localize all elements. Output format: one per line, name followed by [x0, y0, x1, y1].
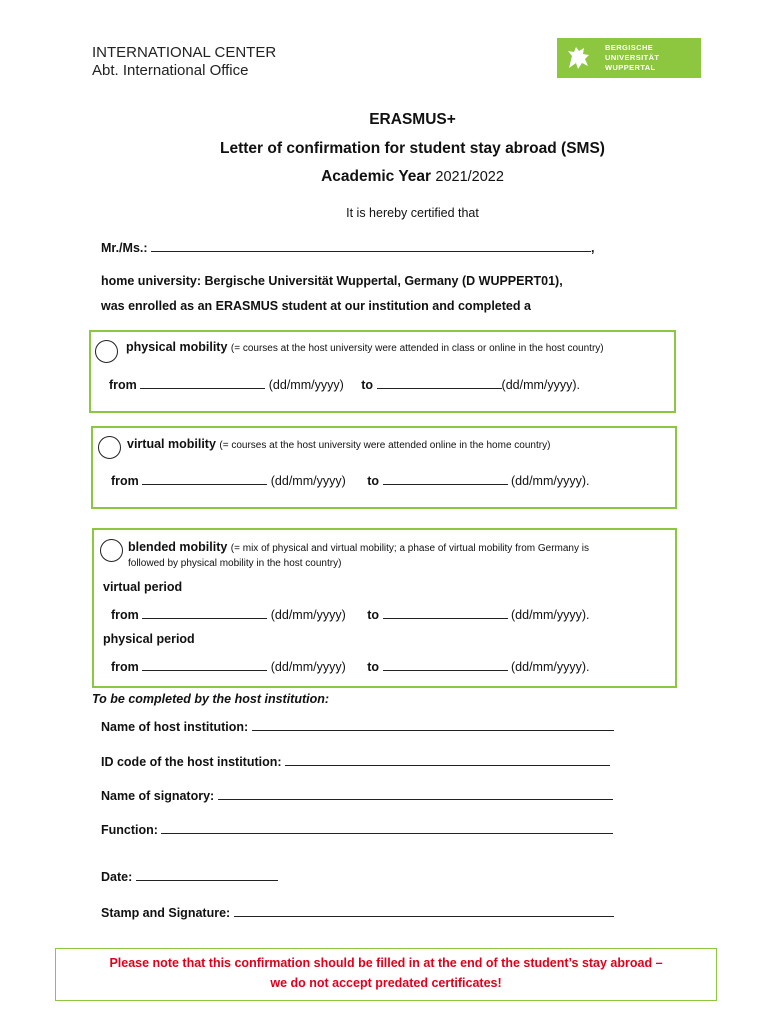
university-logo [557, 38, 701, 78]
student-name-field[interactable] [151, 240, 591, 252]
academic-year-label: Academic Year [321, 168, 432, 185]
physical-mobility-header [126, 340, 604, 354]
academic-year-value: 2021/2022 [435, 169, 504, 185]
physical-mobility-desc: (= courses at the host university were attended in class or online in the host country) [230, 343, 604, 354]
to-label: to [367, 608, 380, 622]
document-title: Letter of confirmation for student stay abroad (SMS) [220, 140, 605, 157]
stamp-label: Stamp and Signature: [101, 906, 231, 920]
function-field[interactable] [161, 822, 613, 834]
virtual-mobility-label: virtual mobility [127, 437, 216, 451]
host-name-row [101, 719, 614, 734]
date-format: (dd/mm/yyyy) [270, 474, 346, 488]
blended-physical-dates-row [111, 659, 590, 674]
virtual-mobility-desc: (= courses at the host university were attended online in the home country) [219, 440, 551, 451]
date-format-end: (dd/mm/yyyy). [511, 474, 590, 488]
physical-dates-row [109, 377, 580, 392]
date-field[interactable] [136, 869, 278, 881]
logo-line-2: UNIVERSITÄT [605, 53, 660, 62]
blended-physical-to-field[interactable] [383, 659, 508, 671]
certified-text: It is hereby certified that [346, 206, 479, 220]
blended-virtual-to-field[interactable] [383, 607, 508, 619]
function-row [101, 822, 613, 837]
stamp-signature-field[interactable] [234, 905, 614, 917]
virtual-from-field[interactable] [142, 473, 267, 485]
blended-mobility-desc-1: (= mix of physical and virtual mobility; a phase of virtual mobility from Germany is [230, 543, 589, 554]
blended-virtual-from-field[interactable] [142, 607, 267, 619]
notice-box [55, 948, 717, 1001]
enrolled-text: was enrolled as an ERASMUS student at our institution and completed a [101, 299, 531, 313]
date-label: Date: [101, 870, 133, 884]
from-label: from [109, 378, 137, 392]
blended-mobility-desc-2: followed by physical mobility in the host country) [128, 558, 342, 569]
student-name-row: Mr./Ms.: , [101, 241, 595, 255]
blended-mobility-radio[interactable] [100, 539, 123, 562]
host-id-row [101, 754, 610, 769]
blended-virtual-dates-row [111, 607, 590, 622]
logo-line-3: WUPPERTAL [605, 63, 656, 72]
blended-mobility-header [128, 540, 589, 554]
stamp-row [101, 905, 614, 920]
virtual-mobility-radio[interactable] [98, 436, 121, 459]
blended-mobility-label: blended mobility [128, 540, 228, 554]
date-format-end: (dd/mm/yyyy). [511, 660, 590, 674]
lion-emblem-icon [563, 42, 595, 74]
date-format: (dd/mm/yyyy) [268, 378, 344, 392]
from-label: from [111, 660, 139, 674]
host-name-field[interactable] [252, 719, 614, 731]
virtual-to-field[interactable] [383, 473, 508, 485]
host-section-heading: To be completed by the host institution: [92, 692, 330, 706]
date-format: (dd/mm/yyyy) [270, 660, 346, 674]
function-label: Function: [101, 823, 158, 837]
student-name-label: Mr./Ms.: [101, 241, 148, 255]
to-label: to [367, 474, 380, 488]
physical-from-field[interactable] [140, 377, 265, 389]
physical-mobility-radio[interactable] [95, 340, 118, 363]
physical-mobility-label: physical mobility [126, 340, 228, 354]
from-label: from [111, 608, 139, 622]
signatory-label: Name of signatory: [101, 789, 215, 803]
signatory-field[interactable] [218, 788, 613, 800]
notice-line-2: we do not accept predated certificates! [270, 976, 502, 990]
date-format-end: (dd/mm/yyyy). [501, 378, 581, 392]
program-title: ERASMUS+ [369, 111, 456, 128]
physical-period-label: physical period [103, 632, 195, 646]
date-format-end: (dd/mm/yyyy). [511, 608, 590, 622]
to-label: to [367, 660, 380, 674]
center-name: INTERNATIONAL CENTER [92, 44, 277, 61]
notice-line-1: Please note that this confirmation should be filled in at the end of the student’s stay abroad – [109, 956, 663, 970]
signatory-row [101, 788, 613, 803]
host-name-label: Name of host institution: [101, 720, 249, 734]
from-label: from [111, 474, 139, 488]
logo-line-1: BERGISCHE [605, 43, 654, 52]
office-name: Abt. International Office [92, 62, 249, 79]
host-id-field[interactable] [285, 754, 610, 766]
virtual-dates-row [111, 473, 590, 488]
to-label: to [361, 378, 374, 392]
date-format: (dd/mm/yyyy) [270, 608, 346, 622]
academic-year-row [0, 168, 770, 186]
physical-to-field[interactable] [377, 377, 502, 389]
home-university-text: home university: Bergische Universität Wuppertal, Germany (D WUPPERT01), [101, 274, 563, 288]
virtual-period-label: virtual period [103, 580, 183, 594]
date-row [101, 869, 278, 884]
virtual-mobility-header [127, 437, 550, 451]
host-id-label: ID code of the host institution: [101, 755, 282, 769]
blended-physical-from-field[interactable] [142, 659, 267, 671]
